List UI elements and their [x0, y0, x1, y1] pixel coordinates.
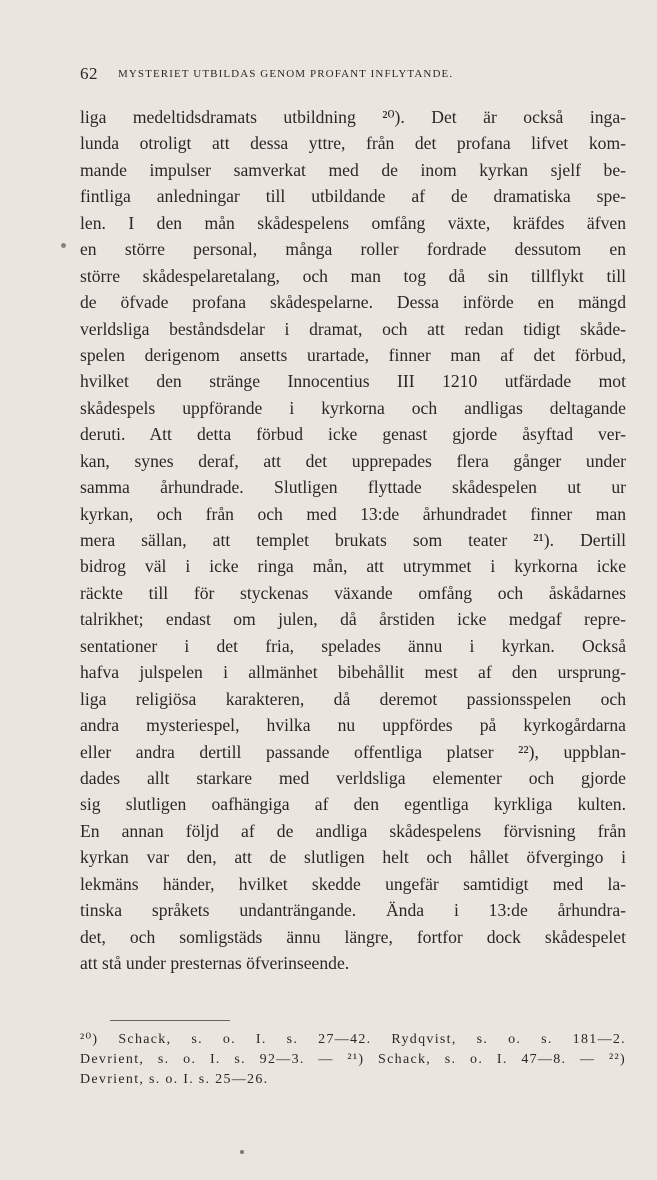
text-line: hvilket den stränge Innocentius III 1210 utfärdade mot: [80, 371, 626, 392]
text-line: kyrkan, och från och med 13:de århundradet finner man: [80, 503, 626, 524]
text-line: mande impulser samverkat med de inom kyrkan sjelf be-: [80, 159, 626, 180]
text-line: len. I den mån skådespelens omfång växte, kräfdes äfven: [80, 212, 626, 233]
text-line: eller andra dertill passande offentliga platser ²²), uppblan-: [80, 741, 626, 762]
text-line: verldsliga beståndsdelar i dramat, och att redan tidigt skåde-: [80, 318, 626, 339]
text-line: räckte till för styckenas växande omfång och åskådarnes: [80, 582, 626, 603]
body-text: [80, 104, 626, 976]
text-line: sentationer i det fria, spelades ännu i kyrkan. Också: [80, 635, 626, 656]
page-header: [80, 64, 576, 88]
text-line: sig slutligen oafhängiga af den egentliga kyrkliga kulten.: [80, 794, 626, 815]
text-line: bidrog väl i icke ringa mån, att utrymmet i kyrkorna icke: [80, 556, 626, 577]
text-line: att stå under presternas öfverinseende.: [80, 953, 350, 973]
text-line: kan, synes deraf, att det upprepades flera gånger under: [80, 450, 626, 471]
text-line: En annan följd af de andliga skådespelens förvisning från: [80, 820, 626, 841]
footnote-rule: [110, 1020, 230, 1021]
text-line: spelen derigenom ansetts urartade, finner man af det förbud,: [80, 344, 626, 365]
text-line: dades allt starkare med verldsliga elementer och gjorde: [80, 767, 626, 788]
running-head: MYSTERIET UTBILDAS GENOM PROFANT INFLYTANDE.: [118, 68, 454, 80]
text-line: samma århundrade. Slutligen flyttade skådespelen ut ur: [80, 477, 626, 498]
text-line: liga religiösa karakteren, då deremot passionsspelen och: [80, 688, 626, 709]
text-line: tinska språkets undanträngande. Ända i 13:de århundra-: [80, 900, 626, 921]
footnote-line: Devrient, s. o. I. s. 92—3. — ²¹) Schack, s. o. I. 47—8. — ²²): [80, 1052, 626, 1067]
text-line: det, och somligstäds ännu längre, fortfor dock skådespelet: [80, 926, 626, 947]
text-line: en större personal, många roller fordrade dessutom en: [80, 239, 626, 260]
footnote-line: Devrient, s. o. I. s. 25—26.: [80, 1072, 269, 1087]
text-line: talrikhet; endast om julen, då årstiden icke medgaf repre-: [80, 609, 626, 630]
text-line: deruti. Att detta förbud icke genast gjorde åsyftad ver-: [80, 424, 626, 445]
margin-speck: [61, 243, 66, 248]
text-line: de öfvade profana skådespelarne. Dessa införde en mängd: [80, 292, 626, 313]
text-line: mera sällan, att templet brukats som teater ²¹). Dertill: [80, 530, 626, 550]
text-line: lekmäns händer, hvilket skedde ungefär samtidigt med la-: [80, 873, 626, 894]
page-speck: [240, 1150, 244, 1154]
text-line: hafva julspelen i allmänhet bibehållit mest af den ursprung-: [80, 662, 626, 683]
footnotes: [80, 1030, 626, 1090]
text-line: lunda otroligt att dessa yttre, från det profana lifvet kom-: [80, 133, 626, 154]
text-line: större skådespelaretalang, och man tog då sin tillflykt till: [80, 265, 626, 286]
page-number: 62: [80, 64, 98, 83]
text-line: kyrkan var den, att de slutligen helt och hållet öfvergingo i: [80, 847, 626, 868]
footnote-line: ²⁰) Schack, s. o. I. s. 27—42. Rydqvist, s. o. s. 181—2.: [80, 1032, 626, 1047]
text-line: liga medeltidsdramats utbildning ²⁰). Det är också inga-: [80, 107, 626, 127]
text-line: fintliga anledningar till utbildande af de dramatiska spe-: [80, 186, 626, 207]
text-line: andra mysteriespel, hvilka nu uppfördes på kyrkogårdarna: [80, 715, 626, 736]
text-line: skådespels uppförande i kyrkorna och andligas deltagande: [80, 397, 626, 418]
